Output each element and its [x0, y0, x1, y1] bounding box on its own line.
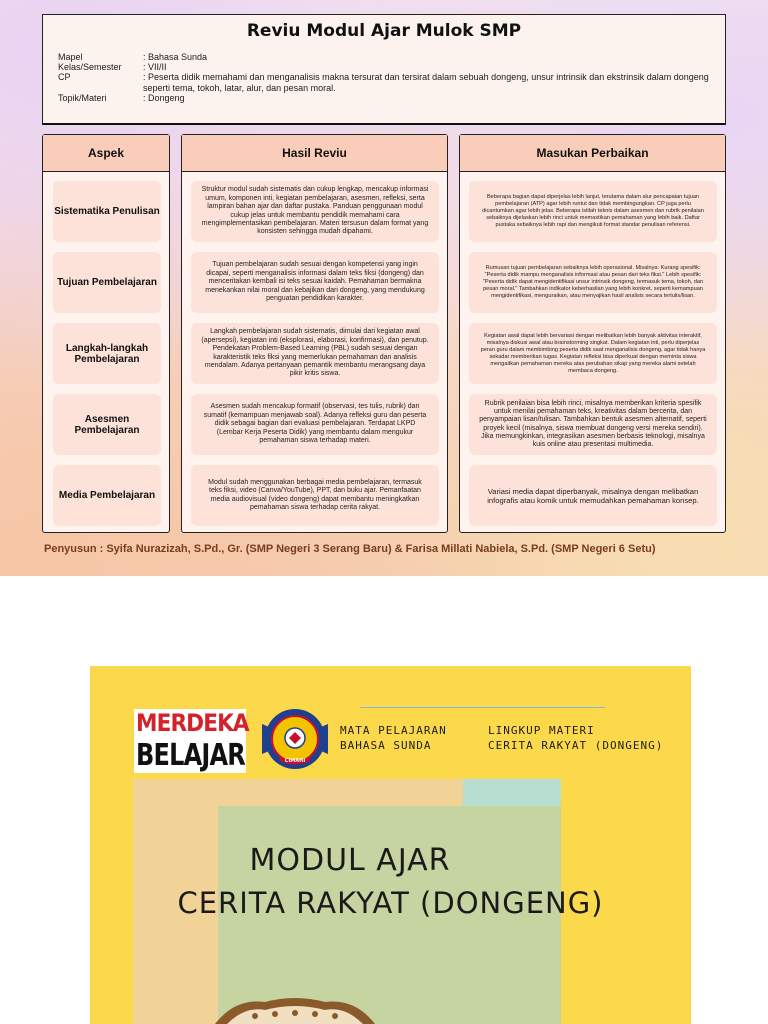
merdeka-belajar-logo: [134, 709, 249, 773]
meta-label: Mapel: [58, 52, 83, 62]
aspek-cell: Langkah-langkah Pembelajaran: [53, 323, 161, 384]
masukan-cell: Beberapa bagian dapat diperjelas lebih lanjut, terutama dalam alur pencapaian tujuan pembelajaran (ATP) agar lebih runtut dan tidak membingungkan. CP juga perlu dicantumkan agar lebih jelas. Beberapa istilah teknis dalam asesmen dan rubrik penilaian sebaiknya dijelaskan lebih rinci untuk memastikan pemahaman yang lebih baik. Daftar pustaka sebaiknya lebih rapi dan mengikuti format standar penulisan referensi.: [469, 181, 717, 242]
column-header-aspek: Aspek: [43, 135, 169, 172]
divider: [360, 707, 605, 708]
aspek-cell: Media Pembelajaran: [53, 465, 161, 526]
header-box: [42, 14, 726, 125]
mapel-label: MATA PELAJARAN: [340, 724, 447, 737]
seal-text: CIMAHI: [284, 758, 306, 764]
hasil-cell: Modul sudah menggunakan berbagai media pembelajaran, termasuk teks fiksi, video (Canva/YouTube), PPT, dan buku ajar. Pemanfaatan media audiovisual (video dongeng) dapat membantu meningkatkan pemahaman siswa terhadap cerita rakyat.: [191, 465, 439, 526]
column-aspek: [42, 134, 170, 533]
hasil-cell: Langkah pembelajaran sudah sistematis, dimulai dari kegiatan awal (apersepsi), kegiatan inti (eksplorasi, elaborasi, konfirmasi), dan penutup. Pendekatan Problem-Based Learning (PBL) sudah sesuai dengan karakteristik teks fiksi yang memerlukan pemahaman dan analisis mendalam. Adanya pertanyaan pemantik membantu merangsang daya pikir kritis siswa.: [191, 323, 439, 384]
meta-value: : VII/II: [143, 62, 167, 72]
cover-title-line-2: CERITA RAKYAT (DONGENG): [177, 886, 604, 920]
masukan-cell: Variasi media dapat diperbanyak, misalnya dengan melibatkan infografis atau komik untuk memudahkan pemahaman konsep.: [469, 465, 717, 526]
masukan-cell: Rumusan tujuan pembelajaran sebaiknya lebih operasional. Misalnya: Kurang spesifik: "Peserta didik mampu menganalisis informasi atau pesan dari teks fiksi." Lebih spesifik: "Peserta didik dapat mengidentifikasi unsur intrinsik dongeng, termasuk tema, tokoh, dan pesan moral." Tambahkan indikator keberhasilan yang lebih konkret, seperti kemampuan mengidentifikasi, menguraikan, atau menyajikan hasil analisis secara tertulis/lisan.: [469, 252, 717, 313]
cover-title-line-1: MODUL AJAR: [249, 843, 451, 878]
column-header-hasil-reviu: Hasil Reviu: [182, 135, 447, 172]
meta-value: : Peserta didik memahami dan menganalisis makna tersurat dan tersirat dalam sebuah dongeng, unsur intrinsik dan ekstrinsik dalam dongeng seperti tema, tokoh, latar, alur, dan pesan moral.: [143, 72, 709, 93]
meta-label: Topik/Materi: [58, 93, 107, 103]
aspek-cell: Sistematika Penulisan: [53, 181, 161, 242]
aspek-cell: Tujuan Pembelajaran: [53, 252, 161, 313]
hasil-cell: Struktur modul sudah sistematis dan cukup lengkap, mencakup informasi umum, komponen inti, kegiatan pembelajaran, asesmen, refleksi, serta lampiran bahan ajar dan daftar pustaka. Panduan penggunaan modul cukup jelas untuk membantu pendidik memahami cara mengimplementasikan pembelajaran. Materi tersusun dalam format yang konsisten sehingga mudah dipahami.: [191, 181, 439, 242]
school-seal-icon: [260, 704, 330, 774]
column-header-masukan-perbaikan: Masukan Perbaikan: [460, 135, 725, 172]
hasil-cell: Asesmen sudah mencakup formatif (observasi, tes tulis, rubrik) dan sumatif (kemampuan menjawab soal). Adanya refleksi guru dan peserta didik sebagai bagian dari evaluasi pembelajaran. Terdapat LKPD (Lembar Kerja Peserta Didik) yang membantu dalam mengukur pemahaman siswa terhadap materi.: [191, 394, 439, 455]
meta-value: : Bahasa Sunda: [143, 52, 208, 62]
meta-label: CP: [58, 72, 71, 82]
module-cover: [90, 666, 691, 1024]
mapel-value: BAHASA SUNDA: [340, 739, 432, 752]
lingkup-value: CERITA RAKYAT (DONGENG): [488, 739, 664, 752]
lingkup-label: LINGKUP MATERI: [488, 724, 595, 737]
hasil-cell: Tujuan pembelajaran sudah sesuai dengan kompetensi yang ingin dicapai, seperti menganalisis informasi dalam teks fiksi (dongeng) dan menceritakan kembali isi teks sesuai kaidah. Pemahaman bermakna menekankan nilai moral dan kebajikan dari dongeng, yang mendukung penguatan pendidikan karakter.: [191, 252, 439, 313]
meta-value: : Dongeng: [143, 93, 185, 103]
meta-label: Kelas/Semester: [58, 62, 122, 72]
logo-line-1: MERDEKA: [136, 709, 249, 737]
aspek-cell: Asesmen Pembelajaran: [53, 394, 161, 455]
batik-ornament-icon: [215, 994, 375, 1024]
author-line: Penyusun : Syifa Nurazizah, S.Pd., Gr. (SMP Negeri 3 Serang Baru) & Farisa Millati Nabiela, S.Pd. (SMP Negeri 6 Setu): [44, 543, 656, 555]
column-hasil-reviu: [181, 134, 448, 533]
column-masukan-perbaikan: [459, 134, 726, 533]
logo-line-2: BELAJAR: [136, 738, 245, 773]
masukan-cell: Kegiatan awal dapat lebih bervariasi dengan melibatkan lebih banyak aktivitas interaktif, misalnya diskusi awal atau brainstorming singkat. Dalam kegiatan inti, perlu diperjelas peran guru dalam membimbing peserta didik saat menganalisis dongeng, agar tidak hanya sekadar memberikan tugas. Kegiatan refleksi bisa diperkuat dengan meminta siswa mengaitkan pemahaman mereka atas perubahan sikap yang mereka alami setelah membaca dongeng.: [469, 323, 717, 384]
document-title: Reviu Modul Ajar Mulok SMP: [246, 21, 522, 41]
masukan-cell: Rubrik penilaian bisa lebih rinci, misalnya memberikan kriteria spesifik untuk menilai pemahaman teks, kreativitas dalam bercerita, dan penyampaian lisan/tulisan. Tambahkan bentuk asesmen alternatif, seperti proyek kecil (misalnya, siswa membuat dongeng versi mereka sendiri). Jika memungkinkan, integrasikan asesmen berbasis teknologi, misalnya kuis online atau presentasi multimedia.: [469, 394, 717, 455]
